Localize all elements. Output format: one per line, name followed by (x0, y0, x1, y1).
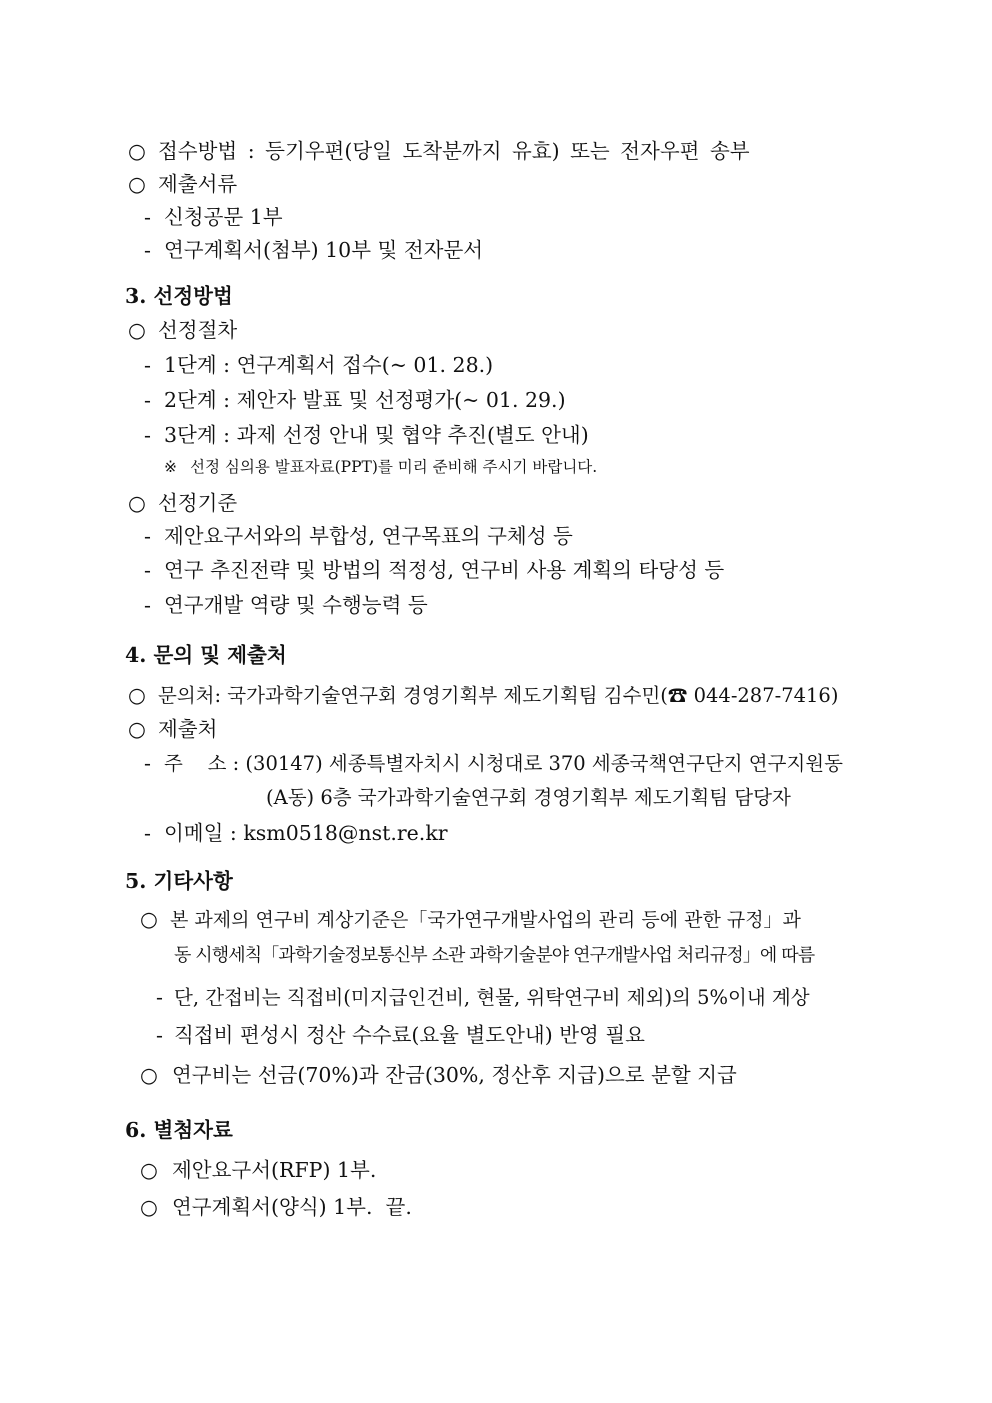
list-item (144, 526, 573, 547)
item-text: 직접비 편성시 정산 수수료(요율 별도안내) 반영 필요 (174, 1023, 645, 1047)
item-text: 제안요구서와의 부합성, 연구목표의 구체성 등 (164, 524, 573, 548)
list-item (140, 1065, 737, 1086)
item-text: 이메일 : ksm0518@nst.re.kr (164, 821, 448, 845)
circle-bullet-icon: ○ (140, 1195, 158, 1219)
item-text: 선정절차 (158, 318, 238, 342)
circle-bullet-icon: ○ (128, 318, 146, 342)
list-item (128, 493, 237, 514)
list-item (140, 909, 801, 930)
circle-bullet-icon: ○ (140, 907, 158, 931)
item-text: 문의처: 국가과학기술연구회 경영기획부 제도기획팀 김수민(☎ 044-287-7416) (158, 684, 839, 707)
item-text: 주 소 : (30147) 세종특별자치시 시청대로 370 세종국책연구단지 연구지원동 (164, 752, 843, 775)
list-item (144, 425, 589, 446)
dash-bullet: - (144, 423, 151, 447)
item-text: 제안요구서(RFP) 1부. (172, 1158, 377, 1182)
dash-bullet: - (156, 1023, 163, 1047)
item-text: 1단계 : 연구계획서 접수(~ 01. 28.) (164, 353, 494, 377)
dash-bullet: - (144, 388, 151, 412)
list-item (156, 987, 810, 1008)
section-heading-5: 5. 기타사항 (125, 869, 233, 893)
item-text: 연구계획서(첨부) 10부 및 전자문서 (164, 238, 484, 262)
item-text: 신청공문 1부 (164, 205, 283, 229)
circle-bullet-icon: ○ (128, 491, 146, 515)
dash-bullet: - (144, 205, 151, 229)
item-text: 접수방법 : 등기우편(당일 도착분까지 유효) 또는 전자우편 송부 (158, 139, 750, 163)
list-item (144, 240, 483, 261)
item-text: 선정기준 (158, 491, 238, 515)
item-text: 제출서류 (158, 172, 238, 196)
dash-bullet: - (144, 353, 151, 377)
list-item (128, 174, 237, 195)
list-item (144, 390, 566, 411)
list-item (144, 560, 724, 581)
list-item (156, 1025, 645, 1046)
list-item-continuation: (A동) 6층 국가과학기술연구회 경영기획부 제도기획팀 담당자 (266, 786, 791, 809)
section-heading-4: 4. 문의 및 제출처 (125, 643, 287, 667)
circle-bullet-icon: ○ (140, 1158, 158, 1182)
circle-bullet-icon: ○ (128, 172, 146, 196)
item-text: 본 과제의 연구비 계상기준은「국가연구개발사업의 관리 등에 관한 규정」과 (170, 909, 801, 931)
item-text: 2단계 : 제안자 발표 및 선정평가(~ 01. 29.) (164, 388, 566, 412)
item-text: 연구 추진전략 및 방법의 적정성, 연구비 사용 계획의 타당성 등 (164, 558, 725, 582)
list-item (128, 719, 217, 740)
item-text: 단, 간접비는 직접비(미지급인건비, 현물, 위탁연구비 제외)의 5%이내 계상 (174, 986, 810, 1009)
list-item (128, 685, 838, 706)
dash-bullet: - (144, 593, 151, 617)
circle-bullet-icon: ○ (128, 717, 146, 741)
dash-bullet: - (144, 751, 151, 775)
dash-bullet: - (144, 821, 151, 845)
note-text: 선정 심의용 발표자료(PPT)를 미리 준비해 주시기 바랍니다. (190, 458, 598, 476)
item-text: 연구계획서(양식) 1부. 끝. (172, 1195, 412, 1219)
list-item (144, 355, 493, 376)
circle-bullet-icon: ○ (140, 1063, 158, 1087)
item-text: 제출처 (158, 717, 218, 741)
dash-bullet: - (144, 238, 151, 262)
section-heading-6: 6. 별첨자료 (125, 1118, 233, 1142)
list-item (140, 1197, 412, 1218)
note-item (164, 460, 597, 476)
circle-bullet-icon: ○ (128, 139, 146, 163)
item-text: 연구비는 선금(70%)과 잔금(30%, 정산후 지급)으로 분할 지급 (172, 1063, 737, 1087)
list-item-continuation: 동 시행세칙「과학기술정보통신부 소관 과학기술분야 연구개발사업 처리규정」에 따름 (174, 945, 815, 966)
list-item (144, 207, 283, 228)
reference-mark-icon: ※ (164, 458, 177, 476)
list-item (144, 753, 843, 774)
item-text: 연구개발 역량 및 수행능력 등 (164, 593, 428, 617)
list-item (144, 595, 428, 616)
dash-bullet: - (144, 558, 151, 582)
dash-bullet: - (156, 985, 163, 1009)
dash-bullet: - (144, 524, 151, 548)
list-item (144, 823, 448, 844)
list-item (128, 141, 750, 162)
circle-bullet-icon: ○ (128, 683, 146, 707)
list-item (140, 1160, 376, 1181)
section-heading-3: 3. 선정방법 (125, 284, 233, 308)
list-item (128, 320, 237, 341)
item-text: 3단계 : 과제 선정 안내 및 협약 추진(별도 안내) (164, 423, 589, 447)
